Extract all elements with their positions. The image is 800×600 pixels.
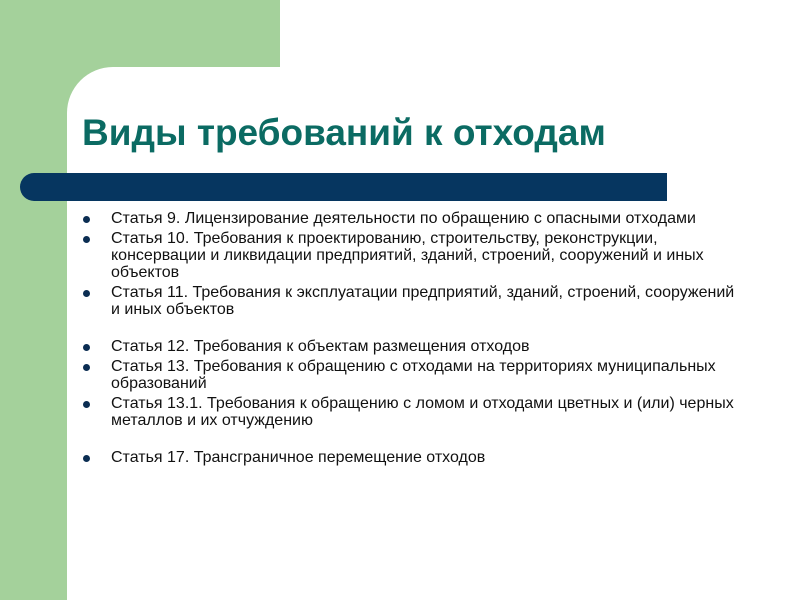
list-item-text: Статья 13.1. Требования к обращению с ломом и отходами цветных и (или) черных металлов и их отчуждению: [111, 395, 734, 429]
bullet-list: [80, 210, 740, 469]
list-item-text: Статья 12. Требования к объектам размещения отходов: [111, 338, 530, 355]
list-item-text: Статья 13. Требования к обращению с отходами на территориях муниципальных образований: [111, 358, 716, 392]
bullet-icon: [83, 216, 90, 223]
bullet-icon: [83, 290, 90, 297]
list-item-text: Статья 17. Трансграничное перемещение отходов: [111, 449, 486, 466]
bullet-icon: [83, 344, 90, 351]
list-item: [80, 230, 740, 281]
list-item: [80, 395, 740, 429]
bullet-icon: [83, 364, 90, 371]
slide-title: Виды требований к отходам: [82, 112, 606, 153]
bullet-icon: [83, 401, 90, 408]
bullet-icon: [83, 455, 90, 462]
bullet-icon: [83, 236, 90, 243]
list-item: [80, 338, 740, 355]
list-item-text: Статья 11. Требования к эксплуатации предприятий, зданий, строений, сооружений и иных объектов: [111, 284, 735, 318]
list-item: [80, 358, 740, 392]
title-underline-bar: [20, 173, 667, 201]
list-item-text: Статья 10. Требования к проектированию, строительству, реконструкции, консервации и ликвидации предприятий, зданий, строений, сооружений и иных объектов: [111, 230, 704, 281]
list-item: [80, 284, 740, 318]
list-item-text: Статья 9. Лицензирование деятельности по обращению с опасными отходами: [111, 210, 696, 227]
list-item: [80, 210, 740, 227]
list-item: [80, 449, 740, 466]
